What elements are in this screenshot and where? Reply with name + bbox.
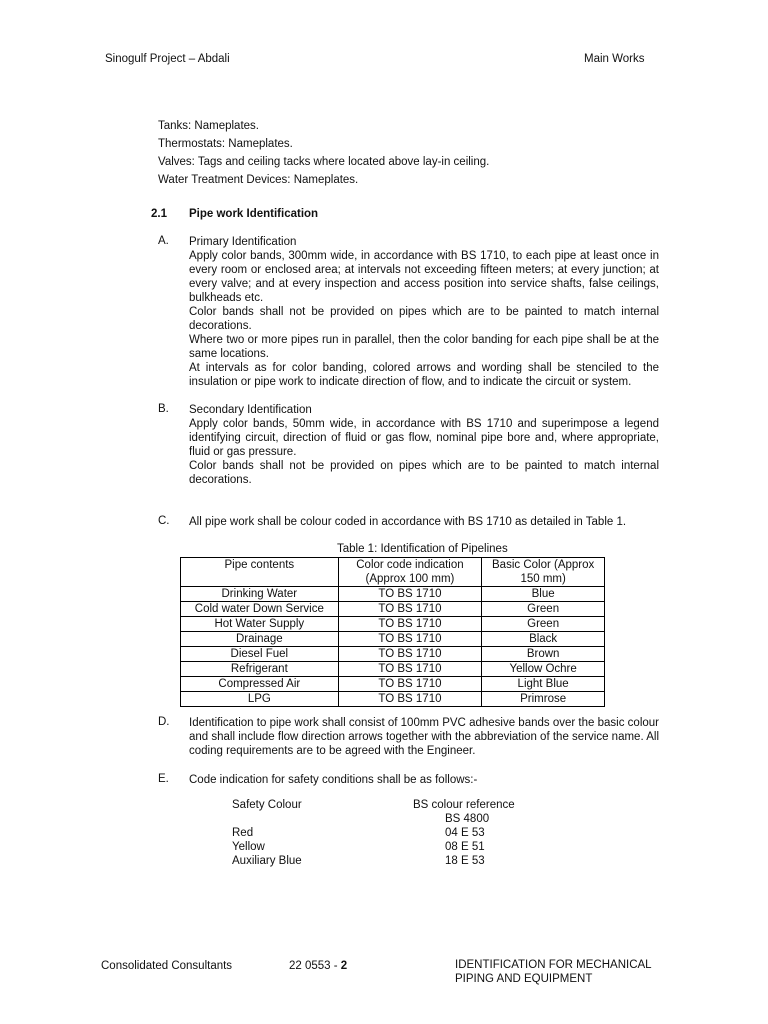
item-d-text: Identification to pipe work shall consist of 100mm PVC adhesive bands over the basic colour and shall include flow direction arrows together with the abbreviation of the service name. All coding requirements are to be agreed with the Engineer. [189,717,659,757]
table-row [181,647,605,662]
pipeline-table [180,557,605,707]
safety-colour-ref: 04 E 53 [445,827,485,839]
table-cell: TO BS 1710 [338,647,482,662]
table-cell: LPG [181,692,339,707]
item-b-paragraph: Color bands shall not be provided on pipes which are to be painted to match internal decorations. [189,460,659,486]
table-cell: Primrose [482,692,605,707]
item-e-text: Code indication for safety conditions shall be as follows:- [189,774,478,786]
table-cell: Drainage [181,632,339,647]
safety-col2-header: BS colour reference [413,799,515,811]
safety-col2-header-sub: BS 4800 [445,813,490,825]
header-project: Sinogulf Project – Abdali [105,53,230,65]
footer-page-ref [289,957,347,975]
table-cell: TO BS 1710 [338,602,482,617]
table-cell: TO BS 1710 [338,692,482,707]
intro-line-water-treatment: Water Treatment Devices: Nameplates. [158,174,359,186]
table-row [181,632,605,647]
table-cell: Diesel Fuel [181,647,339,662]
table-row [181,692,605,707]
item-a-paragraph: Where two or more pipes run in parallel, then the color banding for each pipe shall be at the same locations. [189,334,659,360]
table-cell: TO BS 1710 [338,587,482,602]
table-cell: Refrigerant [181,662,339,677]
item-b-title: Secondary Identification [189,404,312,416]
table-cell: Yellow Ochre [482,662,605,677]
item-a-paragraph: Color bands shall not be provided on pipes which are to be painted to match internal decorations. [189,306,659,332]
table-row [181,662,605,677]
item-a-paragraph: At intervals as for color banding, colored arrows and wording shall be stenciled to the insulation or pipe work to indicate direction of flow, and to indicate the circuit or system. [189,362,659,388]
footer-doc-number: 22 0553 - [289,960,341,972]
table-cell: Blue [482,587,605,602]
table-row [181,602,605,617]
intro-line-tanks: Tanks: Nameplates. [158,120,259,132]
table-cell: Compressed Air [181,677,339,692]
item-a-letter: A. [158,235,169,247]
safety-colour-ref: 18 E 53 [445,855,485,867]
footer-title [455,958,652,986]
table-cell: TO BS 1710 [338,662,482,677]
item-a-paragraph: Apply color bands, 300mm wide, in accordance with BS 1710, to each pipe at least once in every room or enclosed area; at intervals not exceeding fifteen meters; at every junction; at every valve; and at every inspection and access position into service shafts, false ceilings, bulkheads etc. [189,250,659,304]
item-b-body [189,403,659,487]
section-title: Pipe work Identification [189,208,319,220]
item-c-letter: C. [158,515,170,527]
table-cell: Hot Water Supply [181,617,339,632]
intro-line-thermostats: Thermostats: Nameplates. [158,138,293,150]
table-cell: TO BS 1710 [338,677,482,692]
footer-title-line: PIPING AND EQUIPMENT [455,973,593,985]
table-cell: Green [482,617,605,632]
section-number: 2.1 [151,208,167,220]
safety-colour-ref: 08 E 51 [445,841,485,853]
table-row [181,677,605,692]
table-cell: Light Blue [482,677,605,692]
item-a-title: Primary Identification [189,236,297,248]
header-section: Main Works [584,53,645,65]
safety-colour-name: Auxiliary Blue [232,855,302,867]
intro-list [158,117,489,189]
item-a-body [189,235,659,389]
safety-colour-name: Yellow [232,841,265,853]
table-row [181,587,605,602]
item-c-text: All pipe work shall be colour coded in accordance with BS 1710 as detailed in Table 1. [189,516,627,528]
table-header-cell: Color code indication (Approx 100 mm) [338,558,482,587]
table-cell: Black [482,632,605,647]
table-header-cell: Basic Color (Approx 150 mm) [482,558,605,587]
footer-company: Consolidated Consultants [101,960,233,972]
table-caption: Table 1: Identification of Pipelines [337,543,508,555]
item-e-letter: E. [158,773,169,785]
footer-title-line: IDENTIFICATION FOR MECHANICAL [455,959,652,971]
footer-page-number: 2 [340,960,348,972]
table-cell: Brown [482,647,605,662]
table-row [181,617,605,632]
table-cell: Cold water Down Service [181,602,339,617]
table-cell: TO BS 1710 [338,617,482,632]
table-cell: Drinking Water [181,587,339,602]
table-header-cell: Pipe contents [181,558,339,587]
safety-col1-header: Safety Colour [232,799,302,811]
item-b-paragraph: Apply color bands, 50mm wide, in accordance with BS 1710 and superimpose a legend identifying circuit, direction of fluid or gas flow, nominal pipe bore and, where appropriate, fluid or gas pressure. [189,418,659,458]
item-b-letter: B. [158,403,169,415]
table-cell: Green [482,602,605,617]
table-cell: TO BS 1710 [338,632,482,647]
table-header-row [181,558,605,587]
item-d-letter: D. [158,716,170,728]
intro-line-valves: Valves: Tags and ceiling tacks where located above lay-in ceiling. [158,156,490,168]
safety-colour-name: Red [232,827,254,839]
